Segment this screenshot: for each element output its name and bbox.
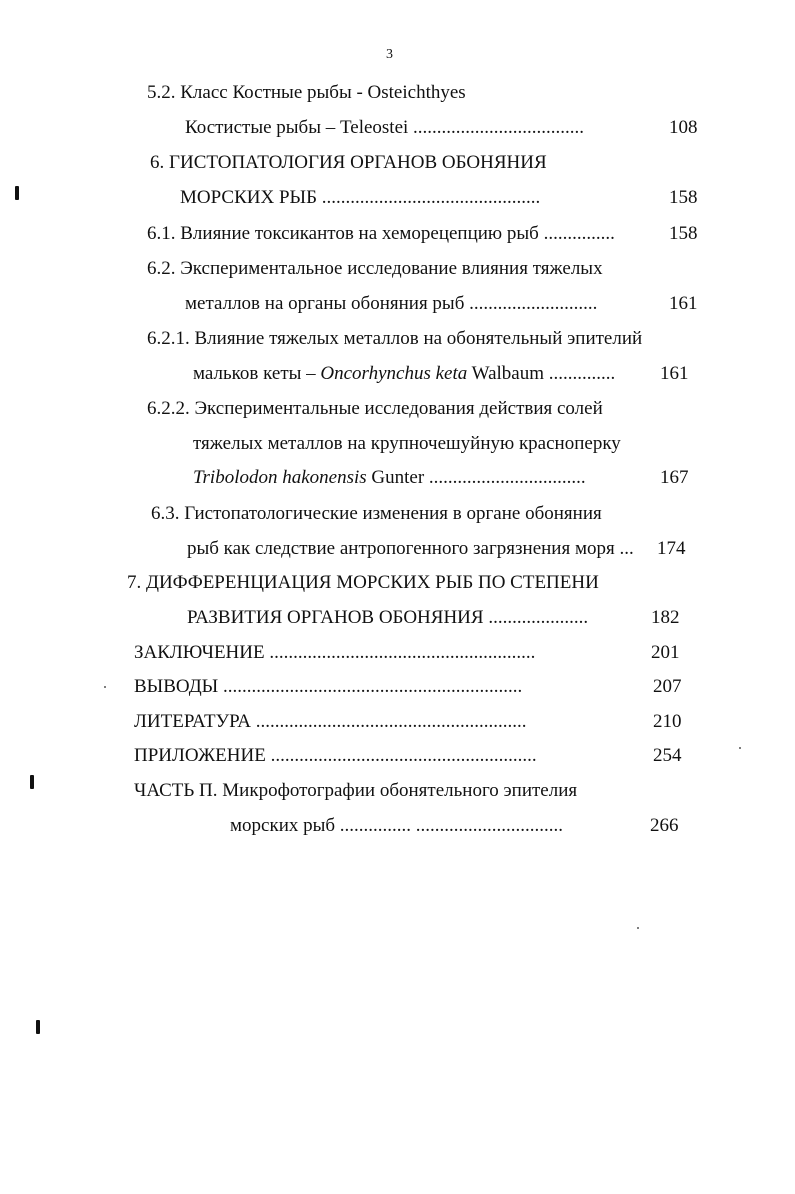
binding-mark — [36, 1020, 40, 1034]
toc-6-2-title: 6.2. Экспериментальное исследование влияния тяжелых — [147, 258, 603, 279]
toc-6-title: 6. ГИСТОПАТОЛОГИЯ ОРГАНОВ ОБОНЯНИЯ — [150, 152, 547, 173]
toc-appendix-page: 254 — [653, 745, 682, 766]
toc-6-subtitle: МОРСКИХ РЫБ .............................................. — [180, 187, 541, 208]
binding-mark — [30, 775, 34, 789]
toc-6-1-title: 6.1. Влияние токсикантов на хеморецепцию рыб ............... — [147, 223, 615, 244]
toc-6-2-1-subtitle: мальков кеты – Oncorhynchus keta Walbaum .............. — [193, 363, 616, 384]
toc-7-page: 182 — [651, 607, 680, 628]
toc-6-2-2-title: 6.2.2. Экспериментальные исследования действия солей — [147, 398, 603, 419]
toc-findings: ВЫВОДЫ ............................................................... — [134, 676, 523, 697]
toc-6-3-title: 6.3. Гистопатологические изменения в органе обоняния — [151, 503, 602, 524]
toc-literature-page: 210 — [653, 711, 682, 732]
toc-findings-page: 207 — [653, 676, 682, 697]
toc-6-2-page: 161 — [669, 293, 698, 314]
scan-speck — [637, 927, 639, 929]
toc-5-2-title: 5.2. Класс Костные рыбы - Osteichthyes — [147, 82, 466, 103]
toc-6-3-subtitle: рыб как следствие антропогенного загрязнения моря ... — [187, 538, 634, 559]
toc-part-2-subtitle: морских рыб ............... ............................... — [230, 815, 564, 836]
toc-literature: ЛИТЕРАТУРА ......................................................... — [134, 711, 527, 732]
toc-5-2-page: 108 — [669, 117, 698, 138]
toc-6-page: 158 — [669, 187, 698, 208]
toc-conclusion-page: 201 — [651, 642, 680, 663]
toc-6-2-1-title: 6.2.1. Влияние тяжелых металлов на обонятельный эпителий — [147, 328, 643, 349]
toc-6-2-2-subtitle: тяжелых металлов на крупночешуйную красноперку — [193, 433, 621, 454]
scan-speck — [739, 747, 741, 749]
toc-6-2-subtitle: металлов на органы обоняния рыб ........................... — [185, 293, 598, 314]
toc-6-1-page: 158 — [669, 223, 698, 244]
scan-speck — [104, 686, 106, 688]
toc-part-2-title: ЧАСТЬ П. Микрофотографии обонятельного эпителия — [134, 780, 578, 801]
species-name: Tribolodon hakonensis — [193, 467, 367, 488]
binding-mark — [15, 186, 19, 200]
species-name: Oncorhynchus keta — [320, 363, 468, 384]
toc-conclusion: ЗАКЛЮЧЕНИЕ ........................................................ — [134, 642, 536, 663]
toc-6-3-page: 174 — [657, 538, 686, 559]
page-number: 3 — [386, 47, 393, 62]
toc-7-title: 7. ДИФФЕРЕНЦИАЦИЯ МОРСКИХ РЫБ ПО СТЕПЕНИ — [127, 572, 599, 593]
toc-part-2-page: 266 — [650, 815, 679, 836]
toc-6-2-2-page: 167 — [660, 467, 689, 488]
toc-5-2-subtitle: Костистые рыбы – Teleostei .................................... — [185, 117, 585, 138]
toc-6-2-1-page: 161 — [660, 363, 689, 384]
toc-6-2-2-subtitle-2: Tribolodon hakonensis Gunter ................................. — [193, 467, 586, 488]
toc-appendix: ПРИЛОЖЕНИЕ ........................................................ — [134, 745, 537, 766]
toc-7-subtitle: РАЗВИТИЯ ОРГАНОВ ОБОНЯНИЯ ..................... — [187, 607, 589, 628]
